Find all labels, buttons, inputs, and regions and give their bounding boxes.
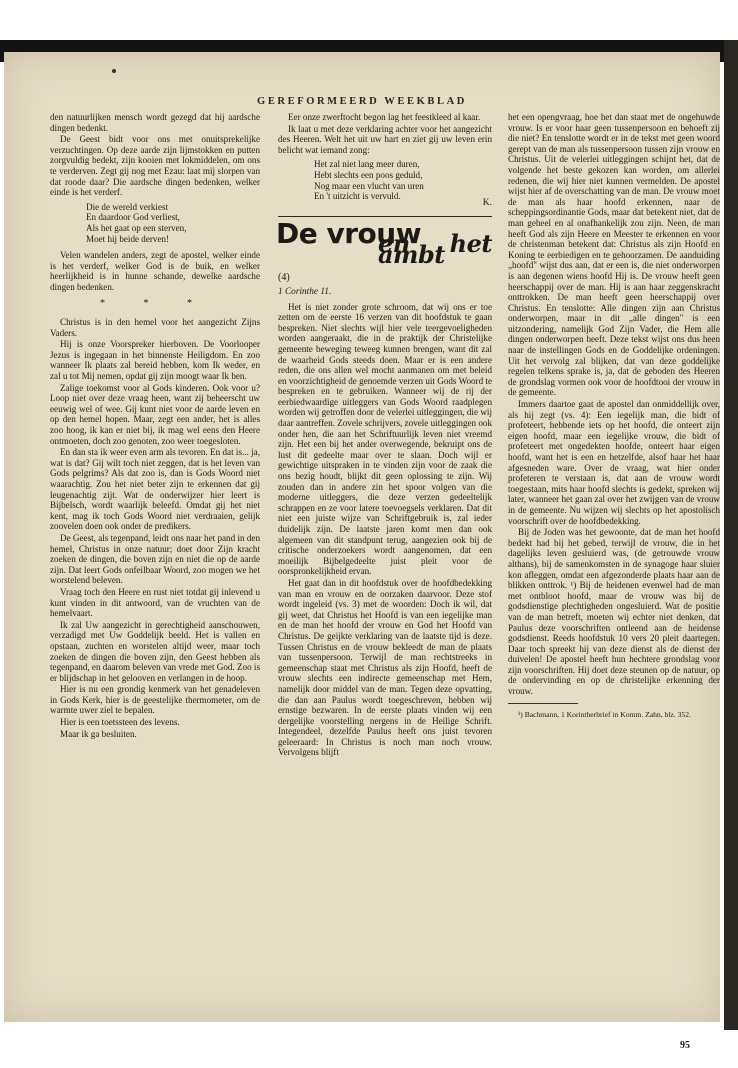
headline-script: en het ambt xyxy=(378,229,492,269)
paragraph: Hier is een toetssteen des levens. xyxy=(60,717,180,728)
paragraph: Bij de Joden was het gewoonte, dat de man het hoofd bedekt had bij het gebed, terwijl de vrouw, die in het dagelijks leven gesluierd was, (de getrouwde vrouw althans), bij de samenkomsten in de synagoge haar sluier kon afleggen, omdat een afgezonderde plaats haar aan de blikken onttrok. ¹) Bij de heidenen evenwel had de man met ontbloot hoofd, maar de vrouw was bij de godsdienstige plechtigheden ongesluierd. Wat de positie van de man betreft, moeten wij echter niet denken, dat Paulus deze voorschriften ontleend aan de heidense godsdienst. Reeds hoofdstuk 10 vers 20 pleit daartegen. Daar toch spreekt hij van deze dienst als de dienst der duivelen! De apostel heeft hun hechtere grondslag voor zijn voorschriften. Hij doet deze steunen op de natuur, op de ondervinding en op de christelijke erkenning der vrouw. xyxy=(508,527,720,697)
article-headline xyxy=(276,217,492,269)
paragraph: Ik zal Uw aangezicht in gerechtigheid aanschouwen, verzadigd met Uw Goddelijk beeld. Het is vallen en opstaan, zuchten en worstelen altijd weer, maar toch zoeken de dingen die boven zijn, den Geest hebben als tegenpand, en daarom beleven van vrede met God. Zoo is er blijdschap in het gelooven en verlangen in de hoop. xyxy=(50,619,260,683)
poem-line: Het zal niet lang meer duren, xyxy=(314,159,420,170)
paragraph: De Geest, als tegenpand, leidt ons naar het pand in den hemel, Christus in onze natuur; doet door Zijn kracht zoeken de dingen, die boven zijn en niet die op de aarde zijn. Dat leert Gods onfeilbaar Woord, zoo mogen we het worstelend beleven. xyxy=(50,532,260,586)
paragraph: Velen wandelen anders, zegt de apostel, welker einde is het verderf, welker God is de buik, en welker heerlijkheid is in hunne schande, dewelke aardsche dingen bedenken. xyxy=(50,250,260,292)
poem-line: Die de wereld verkiest xyxy=(86,201,169,212)
paragraph: den natuurlijken mensch wordt gezegd dat hij aardsche dingen bedenkt. xyxy=(50,112,260,133)
headline-main: De vrouw xyxy=(276,217,422,251)
paragraph: Vraag toch den Heere en rust niet totdat gij inlevend u kunt vinden in dit antwoord, van de vruchten van de hemelvaart. xyxy=(50,586,260,619)
footnote: ¹) Bachmann, 1 Korintherbrief in Komm. Zahn, blz. 352. xyxy=(518,709,691,719)
poem-line: Hebt slechts een poos geduld, xyxy=(314,169,423,180)
poem-stanza xyxy=(314,159,492,201)
paragraph: Maar ik ga besluiten. xyxy=(60,728,137,739)
scripture-reference: 1 Corinthe 11. xyxy=(278,286,332,297)
running-title: GEREFORMEERD WEEKBLAD xyxy=(257,96,467,107)
magazine-page xyxy=(4,52,720,1051)
column-middle xyxy=(278,112,492,759)
paragraph: Hij is onze Voorspreker hierboven. De Voorlooper Jezus is ingegaan in het binnenste Heiligdom. En zoo wanneer Ik plaats zal bereid hebben, kom Ik weder, en zal u tot Mij nemen, opdat gij zijn moogt waar Ik ben. xyxy=(50,339,260,382)
paragraph: het een opengvraag, hoe het dan staat met de ongehuwde vrouw. Is er voor haar geen tussenpersoon en behoeft zij die niet? En tenslotte wordt er in de tekst met geen woord gerept van de man als tussenpersoon tussen zijn vrouw en Christus. Uit de velerlei uitleggingen schijnt het, dat de volgende het beste gekozen kan worden, om allerlei redenen, die wij hier niet kunnen vermelden. De apostel wijst hier af de overschatting van de man. De vrouw moet de man als haar hoofd erkennen, naar de scheppingsordinantie Gods, maar dat betekent niet, dat de man geheel en al onafhankelijk zou zijn. Neen, de man heeft God als zijn Heere en Meester te erkennen en voor de christenman betekent dat: Christus als zijn Hoofd en Koning te eerbiedigen en te gehoorzamen. De aanduiding „hoofd" wijst dus aan, dat er een is, die niet onderworpen is aan degenen wiens hoofd Hij is. De vrouw heeft geen heerschappij over de man. Hij is aan haar zeggenskracht onttrokken. De man heeft geen heerschappij over Christus. En tenslotte: Alle dingen zijn aan Christus onderworpen, maar in dit „alle dingen" is een uitzondering, namelijk God Zijn Vader, die Hem alle dingen onderworpen heeft. Deze tekst wijst ons dus heen naar de instellingen Gods en de Goddelijke ordeningen. Uit het vervolg zal blijken, dat van deze goddelijke regelen telkens sprake is, ja, dat de geboden des Heeren de grondslag vormen ook voor de hoofdtooi der vrouw in de gemeente. xyxy=(508,112,720,398)
paragraph: En dan sta ik weer even arm als tevoren. En dat is... ja, wat is dat? Gij wilt toch niet zeggen, dat is het leven van Gods pelgrims? Als dat zoo is, dan is Gods Woord niet waarachtig. Zou het niet beter zijn te erkennen dat gij leugenachtig zijt. Wat de onderwijzer hier leert is Bijbelsch, wordt waarlijk beleefd. Omdat gij het niet kent, mag ik toch Gods Woord niet verdraaien, gelijk zoovelen doen ook onder de predikers. xyxy=(50,447,260,532)
scan-right-edge xyxy=(724,40,738,1030)
author-signature: K. xyxy=(482,197,492,208)
paragraph: Het is niet zonder grote schroom, dat wij ons er toe zetten om de eerste 16 verzen van dit hoofdstuk te gaan bespreken. Niet slechts wijl hier vele teergevoeligheden worden aangeraakt, die in de praktijk der Christelijke gemeente beweging teweeg kunnen brengen, want dit zal de waarheid Gods steeds doen. Maar er is een andere reden, die ons allen wel mocht aanmanen om met beleid en voorzichtigheid de genoemde verzen uit Gods Woord te bespreken en te gebruiken. Wanneer wij de rij der eerbiedwaardige uitleggers van Gods Woord raadplegen worden wij getroffen door de velerlei uitleggingen, die wij daar aantreffen. Zovele schrijvers, zovele uitleggingen ook onder hen, die aan het Schriftuurlijk leven niet vreemd zijn. Het een bij het ander overwegende, bekruipt ons de lust dit gedeelte maar over te slaan. Doch wijl er gewichtige uitspraken in te vinden zijn voor de zaak die ons bezig houdt, blijkt dit geen oplossing te zijn. Wij zouden dan in andere zin het spoor volgen van die moderne uitleggers, die deze verzen gedeeltelijk schrappen en ze voor latere toevoegsels verklaren. Dat dit niet een juiste wijze van Schriftgebruik is, zal ieder duidelijk zijn. De laatste jaren komt men dan ook algemeen van dit standpunt terug, aangezien ook bij de critische onderzoekers wordt aangenomen, dat een moeilijk Bijbelgedeelte juist pleit voor de oorspronkelijkheid ervan. xyxy=(278,301,492,577)
poem-line: Nog maar een vlucht van uren xyxy=(314,180,424,191)
footnote-rule xyxy=(508,703,578,704)
paragraph: Zalige toekomst voor al Gods kinderen. Ook voor u? Loop niet over deze vraag heen, want zij beheerscht uw eeuwig wel of wee. Gij kunt niet voor de aarde leven en op den hemel hopen. Maar, zegt een ander, het is alles zoo hoog, ik kan er niet bij, ik mag wel eens den Heere ontmoeten, doch zoo genoten, zoo weer toegesloten. xyxy=(50,382,260,446)
paragraph: Immers daartoe gaat de apostel dan onmiddellijk over, als hij zegt (vs. 4): Een iegelijk man, die bidt of profeteert, hebbende iets op het hoofd, die onteert zijn eigen hoofd, maar een iegelijke vrouw, die bidt of profeteert met ongedekten hoofde, onteert haar eigen hoofd, want het is een en hetzelfde, alsof haar het haar afgesneden ware. Over de vraag, wat hier onder profeteren te verstaan is, dat aan de vrouw wordt toegestaan, mits haar hoofd slechts is gedekt, spreken wij later, wanneer het gaan zal over het zwijgen van de vrouw in de gemeente. Nu wijzen wij slechts op het apostolisch voorschrift over de hoofdbedekking. xyxy=(508,399,720,526)
paragraph: Christus is in den hemel voor het aangezicht Zijns Vaders. xyxy=(50,317,260,338)
poem-line: Moet hij beide derven! xyxy=(86,233,170,244)
paragraph: Het gaat dan in dit hoofdstuk over de hoofdbedekking van man en vrouw en de oorzaken daarvoor. Deze stof wordt ingeleid (vs. 3) met de woorden: Doch ik wil, dat gij weet, dat Christus het Hoofd is van een iegelijke man en de man het hoofd der vrouw en God het Hoofd van Christus. De geijkte verklaring van de laatste tijd is deze. Tussen Christus en de vrouw bekleedt de man de plaats van tussenpersoon. Terwijl de man rechtstreeks in gemeenschap staat met Christus als zijn Hoofd, heeft de vrouw slechts een indirecte gemeenschap met Hem, namelijk door middel van de man. Tegen deze opvatting, die dan aan Paulus wordt toegeschreven, hebben wij ernstige bezwaren. In de eerste plaats vinden wij een dergelijke voorstelling nergens in de Heilige Schrift. Integendeel, dezelfde Paulus heeft ons juist tevoren geleeraard: In Christus is noch man noch vrouw. Vervolgens blijft xyxy=(278,577,492,758)
paragraph: De Geest bidt voor ons met onuitsprekelijke verzuchtingen. Op deze aarde zijn lijmstokken en putten zorgvuldig bedekt, zijn kooien met lokmiddelen, om ons te verderven. Zegt gij nog met Ezau: laat mij slorpen van dat roode daar? Die aardsche dingen bedenken, welker einde is het verderf. xyxy=(50,134,260,198)
article-part-number: (4) xyxy=(278,272,290,284)
poem-stanza xyxy=(86,202,260,244)
poem-line: En daardoor God verliest, xyxy=(86,212,180,223)
page-number: 95 xyxy=(680,1040,690,1051)
poem-line: Als het gaat op een sterven, xyxy=(86,222,187,233)
column-left xyxy=(50,112,260,740)
section-separator: * * * xyxy=(100,297,210,309)
paragraph: Eer onze zwerftocht begon lag het feestkleed al kaar. xyxy=(288,112,481,122)
poem-line: En 't uitzicht is vervuld. xyxy=(314,191,401,202)
paragraph: Hier is nu een grondig kenmerk van het genadeleven in Gods Kerk, hier is de geestelijke thermometer, om de warmte uwer ziel te bepalen. xyxy=(50,684,260,716)
paragraph: Ik laat u met deze verklaring achter voor het aangezicht des Heeren. Welt het uit uw hart en ziet gij uw leven erin belicht wat iemand zong: xyxy=(278,123,492,155)
print-dot xyxy=(112,69,116,73)
column-right xyxy=(508,112,720,720)
